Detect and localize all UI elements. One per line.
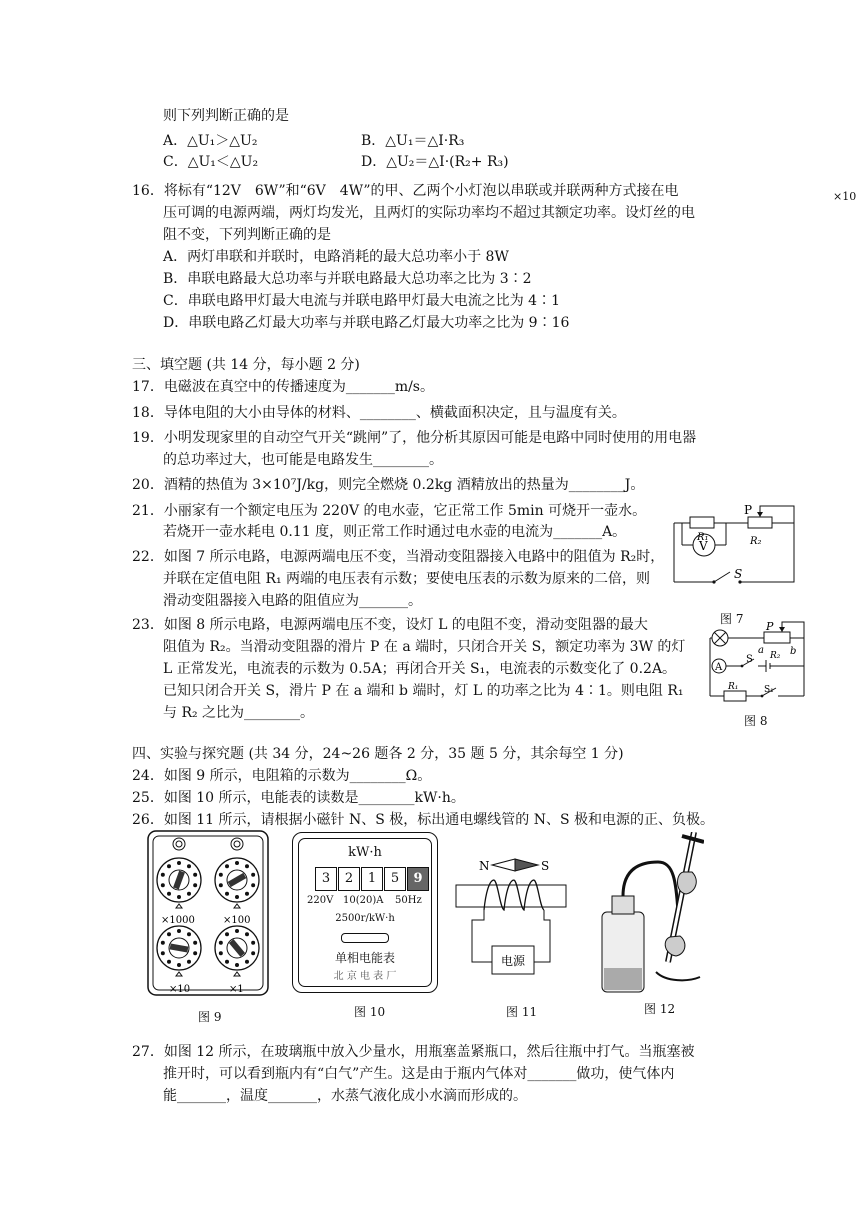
- figure-9-resistance-box: [147, 830, 269, 996]
- q15-option-d: D．△U₂＝△I·(R₂+ R₃): [361, 154, 509, 170]
- fig7-label-r1: R₁: [697, 532, 709, 543]
- q15-option-a: A．△U₁＞△U₂: [163, 133, 258, 149]
- meter-digit: 1: [361, 867, 383, 891]
- resistance-dial: [157, 926, 201, 976]
- figure-10-energy-meter: [292, 832, 438, 993]
- meter-name: 单相电能表: [334, 951, 395, 965]
- fig9-label-x10: ×10: [169, 984, 191, 995]
- q15-option-b: B．△U₁＝△I·R₃: [361, 133, 465, 149]
- q27-line2: 推开时，可以看到瓶内有“白气”产生。这是由于瓶内气体对_______做功，使气体内: [163, 1066, 675, 1082]
- q24: 24．如图 9 所示，电阻箱的示数为________Ω。: [132, 768, 432, 784]
- figure-8-caption: 图 8: [744, 714, 768, 728]
- figure-12-caption: 图 12: [644, 1002, 676, 1016]
- fig8-label-a: a: [758, 645, 764, 656]
- meter-digit: 3: [315, 867, 337, 891]
- meter-voltage: 220V: [307, 895, 334, 906]
- fig8-switch-s: S: [746, 654, 753, 665]
- q18: 18．导体电阻的大小由导体的材料、________、横截面积决定，且与温度有关。: [132, 405, 626, 421]
- fig7-label-p: P: [744, 503, 753, 517]
- fig8-label-r1: R₁: [728, 682, 739, 692]
- q16-line3: 阻不变，下列判断正确的是: [163, 227, 331, 243]
- q16-option-b: B．串联电路最大总功率与并联电路最大总功率之比为 3∶2: [163, 271, 532, 287]
- meter-disc-window: [341, 933, 389, 943]
- q27-line1: 27．如图 12 所示，在玻璃瓶中放入少量水，用瓶塞盖紧瓶口，然后往瓶中打气。当瓶塞被: [132, 1044, 695, 1060]
- figure-12-bottle-pump: [596, 832, 704, 997]
- figure-11-caption: 图 11: [506, 1005, 538, 1019]
- figure-7-caption: 图 7: [720, 612, 744, 626]
- resistance-dial: [157, 858, 201, 908]
- q15-option-c: C．△U₁＜△U₂: [163, 154, 259, 170]
- q23-line5: 与 R₂ 之比为________。: [163, 705, 315, 721]
- fig8-label-p: P: [766, 620, 774, 633]
- q17: 17．电磁波在真空中的传播速度为_______m/s。: [132, 379, 434, 395]
- q21-line1: 21．小丽家有一个额定电压为 220V 的电水壶，它正常工作 5min 可烧开一壶水。: [132, 503, 647, 519]
- q21-line2: 若烧开一壶水耗电 0.11 度，则正常工作时通过电水壶的电流为_______A。: [163, 524, 627, 540]
- q23-line4: 已知只闭合开关 S，滑片 P 在 a 端和 b 端时，灯 L 的功率之比为 4∶1。则电阻 R₁: [163, 683, 684, 699]
- meter-unit: kW·h: [348, 845, 382, 860]
- meter-digit: 5: [384, 867, 406, 891]
- q16-option-c: C．串联电路甲灯最大电流与并联电路甲灯最大电流之比为 4∶1: [163, 293, 560, 309]
- margin-note: ×10: [833, 190, 857, 203]
- q22-line3: 滑动变阻器接入电路的阻值应为_______。: [163, 593, 422, 609]
- q23-line3: L 正常发光，电流表的示数为 0.5A；再闭合开关 S₁，电流表的示数变化了 0.2A。: [163, 661, 677, 677]
- q25: 25．如图 10 所示，电能表的读数是________kW·h。: [132, 790, 465, 806]
- q16-option-a: A．两灯串联和并联时，电路消耗的最大总功率小于 8W: [163, 249, 509, 265]
- figure-8-circuit: [706, 616, 806, 708]
- meter-revolutions: 2500r/kW·h: [335, 913, 395, 924]
- fig9-label-x1: ×1: [229, 984, 244, 995]
- q16-line2: 压可调的电源两端，两灯均发光，且两灯的实际功率均不超过其额定功率。设灯丝的电: [163, 205, 695, 221]
- q15-stem: 则下列判断正确的是: [163, 108, 289, 124]
- q27-line3: 能_______，温度_______，水蒸气液化成小水滴而形成的。: [163, 1088, 527, 1104]
- fig7-label-r2: R₂: [750, 536, 762, 547]
- q19-line1: 19．小明发现家里的自动空气开关“跳闸”了，他分析其原因可能是电路中同时使用的用电器: [132, 430, 697, 446]
- figure-10-caption: 图 10: [354, 1005, 386, 1019]
- meter-digits: [315, 867, 429, 891]
- fig11-power-source: 电源: [501, 954, 526, 968]
- resistance-dial: [215, 926, 259, 976]
- q16-option-d: D．串联电路乙灯最大功率与并联电路乙灯最大功率之比为 9∶16: [163, 315, 570, 331]
- fig9-label-x1000: ×1000: [161, 915, 195, 926]
- meter-frequency: 50Hz: [395, 895, 422, 906]
- fig8-ammeter: A: [715, 662, 723, 673]
- fig8-switch-s1: S₁: [764, 685, 774, 695]
- section-3-heading: 三、填空题 (共 14 分，每小题 2 分): [132, 357, 360, 373]
- q23-line1: 23．如图 8 所示电路，电源两端电压不变，设灯 L 的电阻不变，滑动变阻器的最大: [132, 617, 648, 633]
- fig11-needle-s: S: [541, 859, 550, 873]
- meter-digit: 2: [338, 867, 360, 891]
- q19-line2: 的总功率过大，也可能是电路发生________。: [163, 452, 443, 468]
- resistance-dial: [215, 858, 259, 908]
- fig9-label-x100: ×100: [223, 915, 251, 926]
- meter-current: 10(20)A: [343, 895, 384, 906]
- fig8-label-b: b: [790, 646, 797, 657]
- q16-line1: 16．将标有“12V 6W”和“6V 4W”的甲、乙两个小灯泡以串联或并联两种方式接在电: [132, 183, 679, 199]
- meter-digit-decimal: 9: [407, 867, 429, 891]
- fig7-voltmeter: V: [699, 539, 708, 553]
- meter-maker: 北 京 电 表 厂: [333, 971, 397, 982]
- q26: 26．如图 11 所示，请根据小磁针 N、S 极，标出通电螺线管的 N、S 极和电源的正、负极。: [132, 812, 715, 828]
- figure-11-solenoid: [452, 850, 570, 976]
- fig7-switch-s: S: [734, 567, 743, 581]
- section-4-heading: 四、实验与探究题 (共 34 分，24~26 题各 2 分，35 题 5 分，其余每空 1 分): [132, 746, 624, 762]
- q22-line2: 并联在定值电阻 R₁ 两端的电压表有示数；要使电压表的示数为原来的二倍，则: [163, 571, 651, 587]
- fig8-label-r2: R₂: [770, 651, 781, 661]
- q20: 20．酒精的热值为 3×10⁷J/kg，则完全燃烧 0.2kg 酒精放出的热量为________J。: [132, 477, 645, 493]
- fig11-needle-n: N: [479, 859, 490, 873]
- figure-9-caption: 图 9: [198, 1010, 222, 1024]
- q22-line1: 22．如图 7 所示电路，电源两端电压不变，当滑动变阻器接入电路中的阻值为 R₂时，: [132, 549, 665, 565]
- q23-line2: 阻值为 R₂。当滑动变阻器的滑片 P 在 a 端时，只闭合开关 S，额定功率为 3W 的灯: [163, 639, 686, 655]
